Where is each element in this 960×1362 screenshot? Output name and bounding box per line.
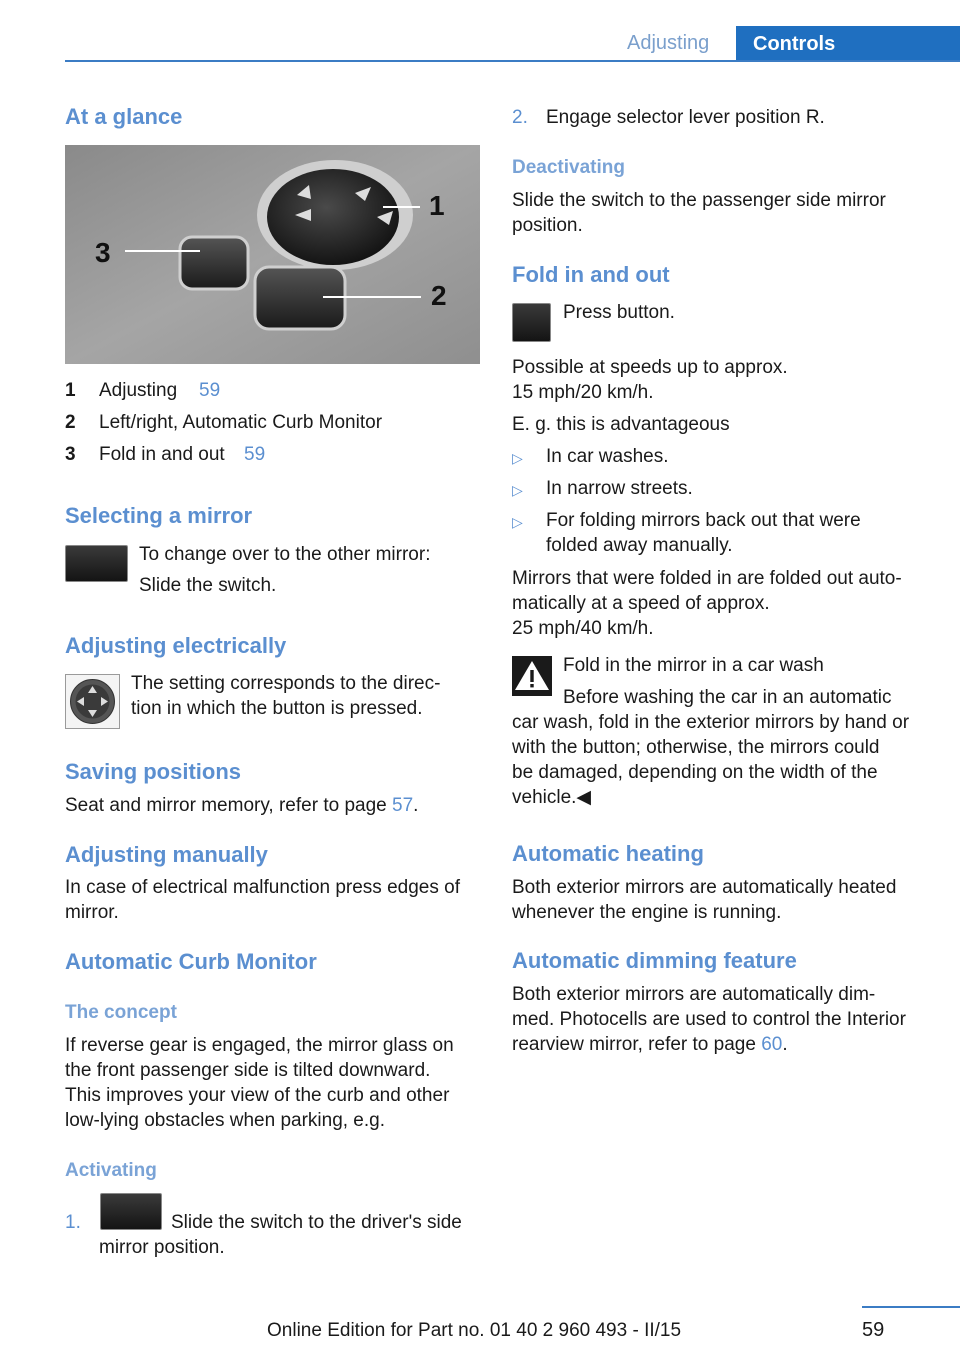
dimming-line-3-end: . bbox=[782, 1034, 788, 1055]
legend-item bbox=[65, 378, 221, 403]
legend-number: 1 bbox=[65, 380, 76, 401]
legend-text: Adjusting bbox=[99, 380, 178, 401]
selecting-line-1: To change over to the other mirror: bbox=[139, 544, 431, 565]
saving-positions-heading: Saving positions bbox=[65, 759, 242, 784]
fold-eg-text: E. g. this is advantageous bbox=[512, 414, 730, 435]
legend-number: 2 bbox=[65, 412, 76, 433]
curb-monitor-heading: Automatic Curb Monitor bbox=[65, 949, 317, 974]
saving-text-end: . bbox=[413, 795, 419, 816]
heating-line-2: whenever the engine is running. bbox=[512, 902, 782, 923]
footer-rule bbox=[862, 1306, 960, 1308]
header-rule bbox=[65, 60, 960, 62]
bullet-text-continued: folded away manually. bbox=[546, 535, 733, 556]
concept-line-3: This improves your view of the curb and other bbox=[65, 1085, 450, 1106]
heating-line-1: Both exterior mirrors are automatically heated bbox=[512, 877, 897, 898]
electric-line-2: tion in which the button is pressed. bbox=[131, 698, 423, 719]
concept-line-1: If reverse gear is engaged, the mirror glass on bbox=[65, 1035, 454, 1056]
legend-page-link[interactable]: 59 bbox=[244, 444, 266, 465]
dimming-line-1: Both exterior mirrors are automatically dim- bbox=[512, 984, 876, 1005]
deactivating-subheading: Deactivating bbox=[512, 157, 625, 178]
bullet-text: For folding mirrors back out that were bbox=[546, 510, 861, 531]
photo-callout-2: 2 bbox=[431, 280, 447, 311]
step-1-number: 1. bbox=[65, 1212, 81, 1233]
concept-line-2: the front passenger side is tilted downward. bbox=[65, 1060, 431, 1081]
legend-number: 3 bbox=[65, 444, 76, 465]
saving-text-body: Seat and mirror memory, refer to page bbox=[65, 795, 392, 816]
adjusting-electrically-heading: Adjusting electrically bbox=[65, 633, 287, 658]
deactivating-line-1: Slide the switch to the passenger side mirror bbox=[512, 190, 886, 211]
page-number: 59 bbox=[862, 1319, 885, 1341]
concept-subheading: The concept bbox=[65, 1002, 177, 1023]
auto-fold-line-3: 25 mph/40 km/h. bbox=[512, 618, 654, 639]
fold-speed-line-2: 15 mph/20 km/h. bbox=[512, 382, 654, 403]
saving-page-link[interactable]: 57 bbox=[392, 795, 414, 816]
manual-line-2: mirror. bbox=[65, 902, 119, 923]
fold-heading: Fold in and out bbox=[512, 262, 670, 287]
legend-item bbox=[65, 410, 383, 435]
warning-title: Fold in the mirror in a car wash bbox=[563, 655, 824, 676]
concept-line-4: low-lying obstacles when parking, e.g. bbox=[65, 1110, 386, 1131]
dimming-line-3-text: rearview mirror, refer to page bbox=[512, 1034, 762, 1055]
direction-pad-icon bbox=[65, 674, 120, 729]
selecting-line-2: Slide the switch. bbox=[139, 575, 277, 596]
legend-text: Left/right, Automatic Curb Monitor bbox=[99, 412, 383, 433]
heating-heading: Automatic heating bbox=[512, 841, 704, 866]
bullet-text: In car washes. bbox=[546, 446, 669, 467]
warning-line-2: car wash, fold in the exterior mirrors by hand or bbox=[512, 712, 910, 733]
fold-speed-line-1: Possible at speeds up to approx. bbox=[512, 357, 788, 378]
activating-subheading: Activating bbox=[65, 1160, 157, 1181]
photo-callout-3: 3 bbox=[95, 237, 111, 268]
selecting-mirror-heading: Selecting a mirror bbox=[65, 503, 253, 528]
step-2-number: 2. bbox=[512, 107, 528, 128]
switch-button-image bbox=[100, 1193, 162, 1230]
dimming-line-2: med. Photocells are used to control the Interior bbox=[512, 1009, 906, 1030]
saving-text bbox=[65, 793, 418, 818]
step-2-text: Engage selector lever position R. bbox=[546, 107, 825, 128]
dimming-page-link[interactable]: 60 bbox=[761, 1034, 783, 1055]
triangle-bullet-icon: ▷ bbox=[512, 450, 523, 466]
warning-icon bbox=[512, 656, 552, 696]
warning-line-3: with the button; otherwise, the mirrors could bbox=[512, 737, 880, 758]
step-1-line-2: mirror position. bbox=[99, 1237, 225, 1258]
auto-fold-line-2: matically at a speed of approx. bbox=[512, 593, 770, 614]
fold-button-image bbox=[512, 303, 551, 342]
header-chapter-tab[interactable]: Controls bbox=[736, 26, 960, 61]
dimming-heading: Automatic dimming feature bbox=[512, 948, 797, 973]
warning-line-1: Before washing the car in an automatic bbox=[563, 687, 892, 708]
at-a-glance-heading: At a glance bbox=[65, 104, 183, 129]
step-1-line-1: Slide the switch to the driver's side bbox=[171, 1212, 462, 1233]
header-section: Adjusting bbox=[627, 32, 710, 54]
legend-text: Fold in and out bbox=[99, 444, 225, 465]
legend-page-link[interactable]: 59 bbox=[199, 380, 221, 401]
fold-press-text: Press button. bbox=[563, 302, 675, 323]
legend-item bbox=[65, 442, 266, 467]
triangle-bullet-icon: ▷ bbox=[512, 514, 523, 530]
switch-button-image bbox=[65, 545, 128, 582]
triangle-bullet-icon: ▷ bbox=[512, 482, 523, 498]
electric-line-1: The setting corresponds to the direc- bbox=[131, 673, 441, 694]
deactivating-line-2: position. bbox=[512, 215, 583, 236]
footer-edition: Online Edition for Part no. 01 40 2 960 493 - II/15 bbox=[267, 1320, 682, 1341]
photo-callout-1: 1 bbox=[429, 190, 445, 221]
warning-line-5: vehicle.◀ bbox=[512, 787, 592, 808]
auto-fold-line-1: Mirrors that were folded in are folded out auto- bbox=[512, 568, 902, 589]
bullet-text: In narrow streets. bbox=[546, 478, 693, 499]
manual-line-1: In case of electrical malfunction press edges of bbox=[65, 877, 460, 898]
warning-line-4: be damaged, depending on the width of the bbox=[512, 762, 878, 783]
mirror-controls-photo bbox=[65, 145, 480, 364]
adjusting-manually-heading: Adjusting manually bbox=[65, 842, 268, 867]
dimming-line-3 bbox=[512, 1032, 788, 1057]
